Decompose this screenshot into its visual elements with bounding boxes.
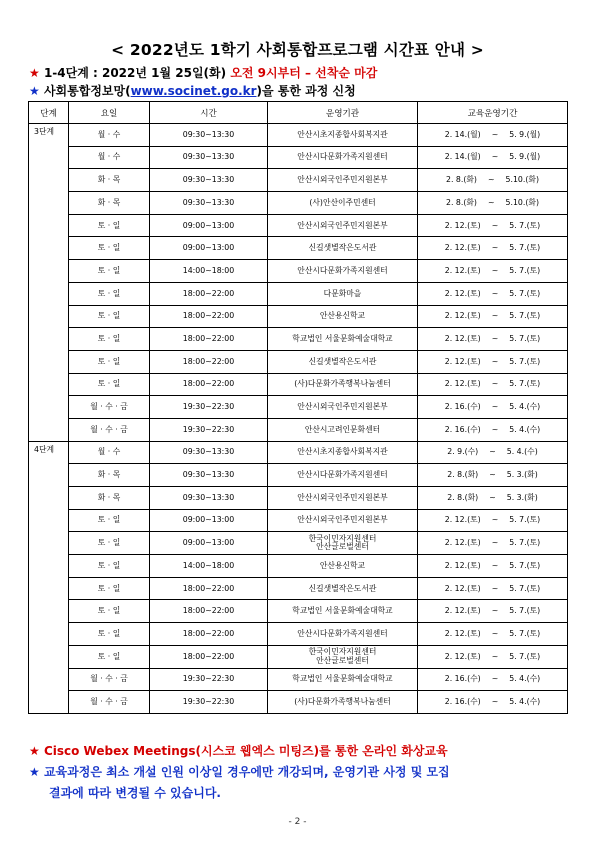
table-row bbox=[29, 645, 568, 668]
period-start: 2. 12.(토) bbox=[444, 538, 481, 548]
organization-name: 학교법인 서울문화예술대학교 bbox=[292, 333, 393, 343]
time-cell: 18:00~22:00 bbox=[150, 328, 268, 351]
table-row bbox=[29, 260, 568, 283]
organization-cell bbox=[268, 645, 418, 668]
table-row bbox=[29, 600, 568, 623]
time-cell: 19:30~22:30 bbox=[150, 396, 268, 419]
table-row bbox=[29, 305, 568, 328]
days-cell: 토 · 일 bbox=[69, 260, 150, 283]
period-separator: ~ bbox=[491, 379, 499, 389]
table-row bbox=[29, 509, 568, 532]
star-icon: ★ bbox=[29, 744, 40, 758]
period-end: 5. 7.(토) bbox=[509, 311, 541, 321]
apply-text-suffix: )을 통한 과정 신청 bbox=[256, 84, 356, 98]
days-cell: 월 · 수 · 금 bbox=[69, 418, 150, 441]
period-end: 5. 4.(수) bbox=[509, 424, 541, 434]
organization-cell bbox=[268, 169, 418, 192]
period-separator: ~ bbox=[487, 197, 495, 207]
period-start: 2. 16.(수) bbox=[444, 424, 481, 434]
table-row bbox=[29, 214, 568, 237]
schedule-table bbox=[28, 101, 568, 714]
period-separator: ~ bbox=[489, 492, 496, 502]
period-end: 5. 7.(토) bbox=[509, 628, 541, 638]
days-cell: 토 · 일 bbox=[69, 214, 150, 237]
organization-name: 한국이민자지원센터 bbox=[308, 534, 377, 544]
period-start: 2. 12.(토) bbox=[444, 311, 481, 321]
period-start: 2. 12.(토) bbox=[444, 333, 481, 343]
period-start: 2. 8.(화) bbox=[447, 492, 479, 502]
days-cell: 토 · 일 bbox=[69, 282, 150, 305]
footer-change-note bbox=[29, 762, 569, 804]
organization-name: 안산시초지종합사회복지관 bbox=[297, 129, 388, 139]
period-end: 5. 7.(토) bbox=[509, 288, 541, 298]
organization-name: 안산시다문화가족지원센터 bbox=[297, 152, 388, 162]
organization-cell bbox=[268, 192, 418, 215]
header-period: 교육운영기간 bbox=[418, 102, 568, 124]
period-separator: ~ bbox=[491, 220, 499, 230]
apply-text-prefix: 사회통합정보망( bbox=[43, 84, 131, 98]
period-cell bbox=[418, 305, 568, 328]
period-separator: ~ bbox=[491, 333, 499, 343]
period-cell bbox=[418, 464, 568, 487]
days-cell: 월 · 수 bbox=[69, 441, 150, 464]
table-row bbox=[29, 532, 568, 555]
period-end: 5. 7.(토) bbox=[509, 515, 541, 525]
period-start: 2. 12.(토) bbox=[444, 560, 481, 570]
period-cell bbox=[418, 146, 568, 169]
organization-cell bbox=[268, 623, 418, 646]
days-cell: 토 · 일 bbox=[69, 623, 150, 646]
table-row bbox=[29, 350, 568, 373]
period-separator: ~ bbox=[491, 651, 499, 661]
time-cell: 19:30~22:30 bbox=[150, 418, 268, 441]
period-start: 2. 12.(토) bbox=[444, 651, 481, 661]
days-cell: 월 · 수 bbox=[69, 146, 150, 169]
stage-cell: 3단계 bbox=[29, 124, 69, 442]
table-row bbox=[29, 555, 568, 578]
period-separator: ~ bbox=[491, 424, 499, 434]
days-cell: 토 · 일 bbox=[69, 509, 150, 532]
period-cell bbox=[418, 214, 568, 237]
organization-name: 안산시고려인문화센터 bbox=[304, 424, 381, 434]
time-cell: 18:00~22:00 bbox=[150, 577, 268, 600]
organization-cell bbox=[268, 577, 418, 600]
period-separator: ~ bbox=[491, 628, 499, 638]
period-start: 2. 8.(화) bbox=[446, 175, 477, 185]
period-start: 2. 12.(토) bbox=[444, 356, 481, 366]
period-end: 5. 4.(수) bbox=[509, 696, 541, 706]
period-cell bbox=[418, 623, 568, 646]
table-row bbox=[29, 373, 568, 396]
header-organization: 운영기관 bbox=[268, 102, 418, 124]
days-cell: 토 · 일 bbox=[69, 600, 150, 623]
table-row bbox=[29, 441, 568, 464]
days-cell: 토 · 일 bbox=[69, 328, 150, 351]
period-end: 5. 7.(토) bbox=[509, 583, 541, 593]
period-separator: ~ bbox=[491, 538, 499, 548]
organization-cell bbox=[268, 237, 418, 260]
notice-bullet-apply bbox=[29, 82, 356, 99]
time-cell: 18:00~22:00 bbox=[150, 373, 268, 396]
period-end: 5. 7.(토) bbox=[509, 651, 541, 661]
notice-bullet-schedule bbox=[29, 64, 377, 81]
period-separator: ~ bbox=[491, 560, 499, 570]
period-end: 5. 7.(토) bbox=[509, 356, 541, 366]
time-cell: 19:30~22:30 bbox=[150, 691, 268, 714]
days-cell: 화 · 목 bbox=[69, 464, 150, 487]
days-cell: 월 · 수 · 금 bbox=[69, 668, 150, 691]
period-start: 2. 14.(월) bbox=[444, 129, 481, 139]
period-end: 5. 7.(토) bbox=[509, 333, 541, 343]
period-separator: ~ bbox=[491, 129, 499, 139]
time-cell: 09:00~13:00 bbox=[150, 532, 268, 555]
time-cell: 18:00~22:00 bbox=[150, 645, 268, 668]
organization-name: 한국이민자지원센터 bbox=[308, 647, 377, 657]
change-note-line2: 결과에 따라 변경될 수 있습니다. bbox=[49, 786, 221, 800]
days-cell: 토 · 일 bbox=[69, 577, 150, 600]
period-cell bbox=[418, 441, 568, 464]
period-start: 2. 8.(화) bbox=[446, 197, 477, 207]
page-title: < 2022년도 1학기 사회통합프로그램 시간표 안내 > bbox=[111, 41, 484, 59]
period-cell bbox=[418, 350, 568, 373]
table-row bbox=[29, 623, 568, 646]
period-separator: ~ bbox=[491, 674, 499, 684]
application-date-text: 1-4단계 : 2022년 1월 25일(화) bbox=[43, 66, 227, 80]
days-cell: 토 · 일 bbox=[69, 532, 150, 555]
period-cell bbox=[418, 577, 568, 600]
organization-cell bbox=[268, 350, 418, 373]
star-icon: ★ bbox=[29, 84, 40, 98]
organization-subname: 안산글로벌센터 bbox=[316, 655, 369, 665]
period-end: 5. 7.(토) bbox=[509, 220, 541, 230]
header-days: 요일 bbox=[69, 102, 150, 124]
time-cell: 18:00~22:00 bbox=[150, 350, 268, 373]
period-start: 2. 12.(토) bbox=[444, 220, 481, 230]
period-end: 5. 3.(화) bbox=[506, 492, 538, 502]
organization-cell bbox=[268, 691, 418, 714]
period-end: 5. 7.(토) bbox=[509, 265, 541, 275]
organization-cell bbox=[268, 555, 418, 578]
days-cell: 화 · 목 bbox=[69, 169, 150, 192]
organization-cell bbox=[268, 124, 418, 147]
organization-name: 안산시외국인주민지원본부 bbox=[297, 402, 388, 411]
header-stage: 단계 bbox=[29, 102, 69, 124]
period-end: 5. 4.(수) bbox=[506, 447, 538, 457]
star-icon: ★ bbox=[29, 765, 40, 779]
period-cell bbox=[418, 600, 568, 623]
organization-name: 학교법인 서울문화예술대학교 bbox=[292, 606, 393, 616]
table-row bbox=[29, 237, 568, 260]
table-row bbox=[29, 464, 568, 487]
period-end: 5. 7.(토) bbox=[509, 538, 541, 548]
period-start: 2. 12.(토) bbox=[444, 243, 481, 253]
organization-name: (사)안산이주민센터 bbox=[309, 197, 376, 207]
organization-cell bbox=[268, 146, 418, 169]
period-cell bbox=[418, 555, 568, 578]
time-cell: 09:00~13:00 bbox=[150, 509, 268, 532]
period-start: 2. 9.(수) bbox=[447, 447, 479, 457]
time-cell: 09:30~13:30 bbox=[150, 124, 268, 147]
organization-subname: 안산글로벌센터 bbox=[316, 542, 369, 552]
time-cell: 14:00~18:00 bbox=[150, 260, 268, 283]
organization-name: 안산시외국인주민지원본부 bbox=[297, 515, 388, 525]
socinet-link[interactable]: www.socinet.go.kr bbox=[130, 84, 257, 98]
period-cell bbox=[418, 373, 568, 396]
time-cell: 19:30~22:30 bbox=[150, 668, 268, 691]
table-row bbox=[29, 691, 568, 714]
table-row bbox=[29, 577, 568, 600]
period-separator: ~ bbox=[491, 515, 499, 525]
days-cell: 토 · 일 bbox=[69, 305, 150, 328]
organization-cell bbox=[268, 487, 418, 510]
table-row bbox=[29, 396, 568, 419]
footer-online-note bbox=[29, 742, 448, 759]
online-class-text: Cisco Webex Meetings(시스코 웹엑스 미팅즈)를 통한 온라인 화상교육 bbox=[43, 744, 448, 758]
organization-name: 안산시다문화가족지원센터 bbox=[297, 265, 388, 275]
organization-cell bbox=[268, 418, 418, 441]
period-end: 5. 4.(수) bbox=[509, 402, 541, 411]
period-start: 2. 16.(수) bbox=[444, 674, 481, 684]
period-start: 2. 12.(토) bbox=[444, 628, 481, 638]
period-end: 5. 7.(토) bbox=[509, 379, 541, 389]
organization-cell bbox=[268, 305, 418, 328]
period-cell bbox=[418, 260, 568, 283]
period-end: 5. 7.(토) bbox=[509, 606, 541, 616]
organization-cell bbox=[268, 441, 418, 464]
organization-cell bbox=[268, 668, 418, 691]
table-row bbox=[29, 668, 568, 691]
time-cell: 09:30~13:30 bbox=[150, 192, 268, 215]
period-cell bbox=[418, 691, 568, 714]
table-row bbox=[29, 146, 568, 169]
period-separator: ~ bbox=[491, 288, 499, 298]
period-separator: ~ bbox=[491, 696, 499, 706]
table-row bbox=[29, 169, 568, 192]
days-cell: 화 · 목 bbox=[69, 487, 150, 510]
period-end: 5. 9.(월) bbox=[509, 129, 541, 139]
period-start: 2. 16.(수) bbox=[444, 402, 481, 411]
time-cell: 18:00~22:00 bbox=[150, 305, 268, 328]
period-end: 5. 9.(월) bbox=[509, 152, 541, 162]
time-cell: 09:30~13:30 bbox=[150, 146, 268, 169]
period-cell bbox=[418, 237, 568, 260]
days-cell: 토 · 일 bbox=[69, 645, 150, 668]
period-separator: ~ bbox=[487, 175, 495, 185]
days-cell: 월 · 수 bbox=[69, 124, 150, 147]
organization-name: 학교법인 서울문화예술대학교 bbox=[292, 674, 393, 684]
period-cell bbox=[418, 668, 568, 691]
period-end: 5. 4.(수) bbox=[509, 674, 541, 684]
organization-name: (사)다문화가족행복나눔센터 bbox=[294, 379, 391, 389]
period-separator: ~ bbox=[491, 152, 499, 162]
period-cell bbox=[418, 418, 568, 441]
time-cell: 18:00~22:00 bbox=[150, 600, 268, 623]
period-separator: ~ bbox=[491, 265, 499, 275]
organization-name: 안산시다문화가족지원센터 bbox=[297, 628, 388, 638]
period-start: 2. 16.(수) bbox=[444, 696, 481, 706]
period-start: 2. 12.(토) bbox=[444, 515, 481, 525]
time-cell: 09:00~13:00 bbox=[150, 214, 268, 237]
period-start: 2. 12.(토) bbox=[444, 379, 481, 389]
organization-cell bbox=[268, 509, 418, 532]
page-number: - 2 - bbox=[288, 817, 307, 827]
period-cell bbox=[418, 487, 568, 510]
days-cell: 토 · 일 bbox=[69, 237, 150, 260]
period-start: 2. 12.(토) bbox=[444, 288, 481, 298]
table-row bbox=[29, 418, 568, 441]
first-come-notice: 오전 9시부터 – 선착순 마감 bbox=[230, 66, 378, 80]
organization-name: 안산시외국인주민지원본부 bbox=[297, 175, 388, 185]
period-end: 5. 3.(화) bbox=[506, 470, 538, 480]
days-cell: 월 · 수 · 금 bbox=[69, 396, 150, 419]
organization-cell bbox=[268, 282, 418, 305]
table-row bbox=[29, 192, 568, 215]
time-cell: 14:00~18:00 bbox=[150, 555, 268, 578]
period-separator: ~ bbox=[491, 243, 499, 253]
days-cell: 토 · 일 bbox=[69, 555, 150, 578]
period-cell bbox=[418, 124, 568, 147]
period-cell bbox=[418, 282, 568, 305]
change-note-line1: 교육과정은 최소 개설 인원 이상일 경우에만 개강되며, 운영기관 사정 및 모집 bbox=[43, 765, 450, 779]
period-start: 2. 12.(토) bbox=[444, 265, 481, 275]
period-cell bbox=[418, 532, 568, 555]
star-icon: ★ bbox=[29, 66, 40, 80]
period-end: 5.10.(화) bbox=[505, 197, 539, 207]
organization-name: 안산용신학교 bbox=[319, 311, 366, 321]
time-cell: 18:00~22:00 bbox=[150, 282, 268, 305]
period-separator: ~ bbox=[491, 583, 499, 593]
period-cell bbox=[418, 509, 568, 532]
time-cell: 09:00~13:00 bbox=[150, 237, 268, 260]
organization-name: 안산시초지종합사회복지관 bbox=[297, 447, 388, 457]
organization-cell bbox=[268, 532, 418, 555]
time-cell: 09:30~13:30 bbox=[150, 464, 268, 487]
period-separator: ~ bbox=[491, 402, 499, 411]
days-cell: 토 · 일 bbox=[69, 350, 150, 373]
header-time: 시간 bbox=[150, 102, 268, 124]
organization-cell bbox=[268, 600, 418, 623]
period-cell bbox=[418, 192, 568, 215]
days-cell: 화 · 목 bbox=[69, 192, 150, 215]
organization-name: (사)다문화가족행복나눔센터 bbox=[294, 696, 391, 706]
period-separator: ~ bbox=[489, 447, 496, 457]
organization-cell bbox=[268, 260, 418, 283]
period-cell bbox=[418, 169, 568, 192]
period-separator: ~ bbox=[491, 606, 499, 616]
organization-name: 안산시외국인주민지원본부 bbox=[297, 492, 388, 502]
time-cell: 09:30~13:30 bbox=[150, 169, 268, 192]
table-header-row bbox=[29, 102, 568, 124]
organization-name: 신길샛별작은도서관 bbox=[308, 356, 377, 366]
table-row bbox=[29, 487, 568, 510]
period-end: 5.10.(화) bbox=[505, 175, 539, 185]
period-cell bbox=[418, 328, 568, 351]
period-start: 2. 12.(토) bbox=[444, 583, 481, 593]
organization-cell bbox=[268, 396, 418, 419]
organization-name: 신길샛별작은도서관 bbox=[308, 243, 377, 253]
time-cell: 18:00~22:00 bbox=[150, 623, 268, 646]
organization-name: 다문화마을 bbox=[323, 288, 362, 298]
organization-name: 안산시다문화가족지원센터 bbox=[297, 470, 388, 480]
organization-cell bbox=[268, 464, 418, 487]
period-end: 5. 7.(토) bbox=[509, 243, 541, 253]
table-row bbox=[29, 328, 568, 351]
organization-cell bbox=[268, 328, 418, 351]
period-end: 5. 7.(토) bbox=[509, 560, 541, 570]
period-cell bbox=[418, 645, 568, 668]
period-separator: ~ bbox=[491, 356, 499, 366]
days-cell: 토 · 일 bbox=[69, 373, 150, 396]
period-start: 2. 14.(월) bbox=[444, 152, 481, 162]
period-start: 2. 12.(토) bbox=[444, 606, 481, 616]
table-row bbox=[29, 282, 568, 305]
period-separator: ~ bbox=[489, 470, 496, 480]
time-cell: 09:30~13:30 bbox=[150, 487, 268, 510]
organization-name: 안산용신학교 bbox=[319, 560, 366, 570]
stage-cell: 4단계 bbox=[29, 441, 69, 713]
period-start: 2. 8.(화) bbox=[447, 470, 479, 480]
period-cell bbox=[418, 396, 568, 419]
period-separator: ~ bbox=[491, 311, 499, 321]
organization-name: 신길샛별작은도서관 bbox=[308, 583, 377, 593]
organization-name: 안산시외국인주민지원본부 bbox=[297, 220, 388, 230]
schedule-table-body bbox=[29, 124, 568, 714]
organization-cell bbox=[268, 214, 418, 237]
organization-cell bbox=[268, 373, 418, 396]
table-row bbox=[29, 124, 568, 147]
days-cell: 월 · 수 · 금 bbox=[69, 691, 150, 714]
time-cell: 09:30~13:30 bbox=[150, 441, 268, 464]
